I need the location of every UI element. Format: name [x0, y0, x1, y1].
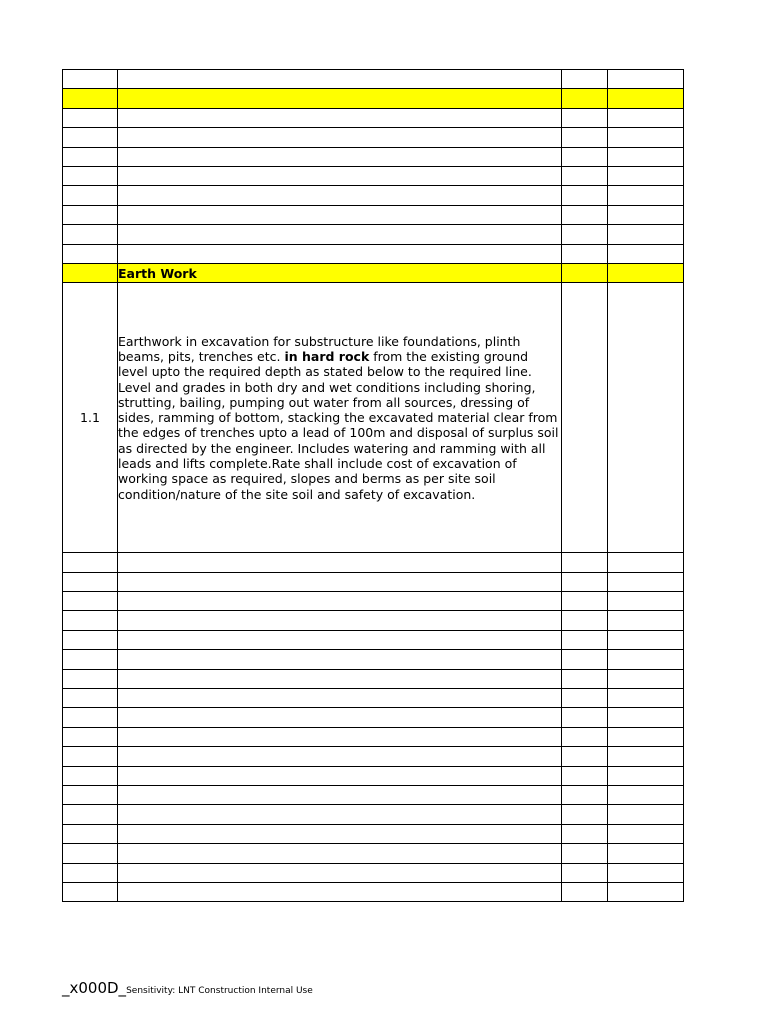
table-cell[interactable] [608, 747, 684, 766]
table-cell[interactable] [608, 108, 684, 127]
table-cell[interactable] [118, 225, 562, 244]
table-cell[interactable] [608, 572, 684, 591]
table-cell[interactable] [608, 824, 684, 843]
table-cell[interactable] [608, 283, 684, 553]
table-cell[interactable] [562, 727, 608, 746]
item-description [118, 334, 561, 502]
table-cell[interactable] [63, 650, 118, 669]
section-header-row [63, 263, 684, 282]
table-cell[interactable] [63, 766, 118, 785]
table-cell[interactable] [562, 863, 608, 882]
table-row [63, 128, 684, 147]
table-cell[interactable] [118, 882, 562, 901]
table-cell[interactable] [608, 244, 684, 263]
table-cell[interactable] [608, 863, 684, 882]
table-cell[interactable] [63, 205, 118, 224]
table-cell[interactable] [562, 147, 608, 166]
table-cell[interactable] [562, 553, 608, 572]
table-cell[interactable] [608, 882, 684, 901]
table-cell[interactable] [63, 805, 118, 824]
table-cell[interactable] [562, 708, 608, 727]
table-cell[interactable] [63, 669, 118, 688]
table-cell[interactable] [63, 689, 118, 708]
table-row [63, 225, 684, 244]
table-cell[interactable] [118, 572, 562, 591]
table-cell[interactable] [63, 882, 118, 901]
table-cell[interactable] [562, 844, 608, 863]
table-cell[interactable] [608, 166, 684, 185]
table-cell[interactable] [118, 805, 562, 824]
table-cell[interactable] [608, 263, 684, 282]
table-cell[interactable] [562, 669, 608, 688]
table-row [63, 727, 684, 746]
table-cell[interactable] [608, 785, 684, 804]
table-cell[interactable] [63, 747, 118, 766]
table-row [63, 147, 684, 166]
table-cell[interactable] [118, 844, 562, 863]
table-cell[interactable] [118, 553, 562, 572]
table-cell[interactable] [118, 108, 562, 127]
table-cell[interactable] [608, 89, 684, 108]
table-cell[interactable] [608, 147, 684, 166]
table-cell[interactable] [562, 186, 608, 205]
table-cell[interactable] [118, 186, 562, 205]
table-cell[interactable] [562, 747, 608, 766]
table-cell[interactable] [63, 611, 118, 630]
description-text: Earthwork in excavation for substructure like foundations, plinth beams, pits, trenches etc. [118, 333, 521, 364]
item-number[interactable]: 1.1 [63, 283, 118, 553]
table-row [63, 572, 684, 591]
table-cell[interactable] [608, 766, 684, 785]
table-cell[interactable] [63, 128, 118, 147]
table-row [63, 70, 684, 89]
table-cell[interactable] [562, 89, 608, 108]
table-row [63, 689, 684, 708]
table-row [63, 708, 684, 727]
table-cell[interactable] [118, 128, 562, 147]
table-cell[interactable] [118, 708, 562, 727]
table-cell[interactable] [608, 553, 684, 572]
table-row [63, 766, 684, 785]
table-row [63, 186, 684, 205]
table-row [63, 805, 684, 824]
table-cell[interactable] [118, 89, 562, 108]
table-cell[interactable] [118, 669, 562, 688]
table-cell[interactable] [562, 244, 608, 263]
table-cell[interactable] [562, 283, 608, 553]
table-cell[interactable] [562, 689, 608, 708]
table-cell[interactable] [118, 147, 562, 166]
table-row [63, 863, 684, 882]
description-emphasis: in hard rock [284, 348, 370, 364]
table-cell[interactable] [562, 824, 608, 843]
table-cell[interactable] [562, 70, 608, 89]
page-footer [62, 978, 313, 997]
table-cell[interactable] [63, 863, 118, 882]
table-cell[interactable] [608, 186, 684, 205]
table-cell[interactable] [118, 727, 562, 746]
table-cell[interactable] [63, 263, 118, 282]
table-row-highlight [63, 89, 684, 108]
table-row [63, 611, 684, 630]
boq-table [62, 69, 684, 902]
table-row [63, 205, 684, 224]
table-cell[interactable] [63, 785, 118, 804]
item-row [63, 283, 684, 553]
table-row [63, 747, 684, 766]
table-cell[interactable] [63, 147, 118, 166]
table-cell[interactable] [562, 592, 608, 611]
table-cell[interactable] [608, 708, 684, 727]
table-cell[interactable] [608, 650, 684, 669]
table-cell[interactable] [63, 844, 118, 863]
table-cell[interactable] [118, 863, 562, 882]
table-row [63, 553, 684, 572]
table-cell[interactable] [562, 108, 608, 127]
description-text-continued: from the existing ground level upto the required depth as stated below to the required line. Level and grades in both dry and wet conditions including shoring, strutting, bailing, pumping out water from all sources, dressing of sides, ramming of bottom, stacking the excavated material clear from the edges of trenches upto a lead of 100m and disposal of surplus soil as directed by the engineer. Includes watering and ramming with all leads and lifts complete.Rate shall include cost of excavation of working space as required, slopes and berms as per site soil condition/nature of the site soil and safety of excavation. [118, 348, 559, 502]
table-cell[interactable] [63, 244, 118, 263]
table-cell[interactable] [562, 650, 608, 669]
table-cell[interactable] [118, 70, 562, 89]
table-row [63, 630, 684, 649]
table-cell[interactable] [63, 186, 118, 205]
table-row [63, 166, 684, 185]
table-cell[interactable] [608, 128, 684, 147]
table-cell[interactable] [608, 225, 684, 244]
table-cell[interactable] [63, 630, 118, 649]
table-cell[interactable] [63, 166, 118, 185]
table-cell[interactable] [63, 727, 118, 746]
table-row [63, 844, 684, 863]
table-cell[interactable] [608, 205, 684, 224]
footer-code: _x000D_ [62, 979, 127, 997]
table-cell[interactable] [63, 592, 118, 611]
table-cell[interactable] [118, 747, 562, 766]
table-cell[interactable] [118, 650, 562, 669]
table-cell[interactable] [562, 766, 608, 785]
table-cell[interactable] [63, 225, 118, 244]
table-cell[interactable] [63, 108, 118, 127]
table-cell[interactable] [608, 611, 684, 630]
table-row [63, 592, 684, 611]
table-row [63, 244, 684, 263]
table-cell[interactable] [562, 263, 608, 282]
table-cell[interactable] [562, 611, 608, 630]
table-row [63, 108, 684, 127]
table-row [63, 650, 684, 669]
table-cell[interactable] [63, 553, 118, 572]
table-cell[interactable] [608, 805, 684, 824]
table-cell[interactable] [562, 630, 608, 649]
table-row [63, 669, 684, 688]
item-description-cell[interactable] [118, 283, 562, 553]
table-cell[interactable] [118, 630, 562, 649]
table-cell[interactable] [608, 727, 684, 746]
table-row [63, 785, 684, 804]
table-cell[interactable] [118, 244, 562, 263]
table-cell[interactable] [562, 882, 608, 901]
table-cell[interactable] [608, 70, 684, 89]
table-cell[interactable] [63, 708, 118, 727]
table-cell[interactable] [562, 166, 608, 185]
table-cell[interactable] [118, 205, 562, 224]
table-cell[interactable] [562, 128, 608, 147]
table-cell[interactable] [562, 785, 608, 804]
table-cell[interactable] [608, 669, 684, 688]
table-cell[interactable] [118, 785, 562, 804]
table-cell[interactable] [118, 592, 562, 611]
table-row [63, 824, 684, 843]
table-cell[interactable] [608, 592, 684, 611]
table-cell[interactable] [118, 689, 562, 708]
table-cell[interactable] [63, 89, 118, 108]
table-cell[interactable] [118, 824, 562, 843]
table-cell[interactable] [562, 205, 608, 224]
table-row [63, 882, 684, 901]
table-cell[interactable] [608, 689, 684, 708]
table-cell[interactable] [608, 844, 684, 863]
table-cell[interactable] [118, 766, 562, 785]
table-cell[interactable] [562, 225, 608, 244]
sensitivity-label: Sensitivity: LNT Construction Internal Use [126, 986, 313, 996]
table-cell[interactable] [63, 824, 118, 843]
table-cell[interactable] [118, 166, 562, 185]
section-title[interactable]: Earth Work [118, 263, 562, 282]
table-cell[interactable] [562, 572, 608, 591]
table-cell[interactable] [63, 572, 118, 591]
table-cell[interactable] [63, 70, 118, 89]
table-cell[interactable] [562, 805, 608, 824]
table-cell[interactable] [608, 630, 684, 649]
table-cell[interactable] [118, 611, 562, 630]
